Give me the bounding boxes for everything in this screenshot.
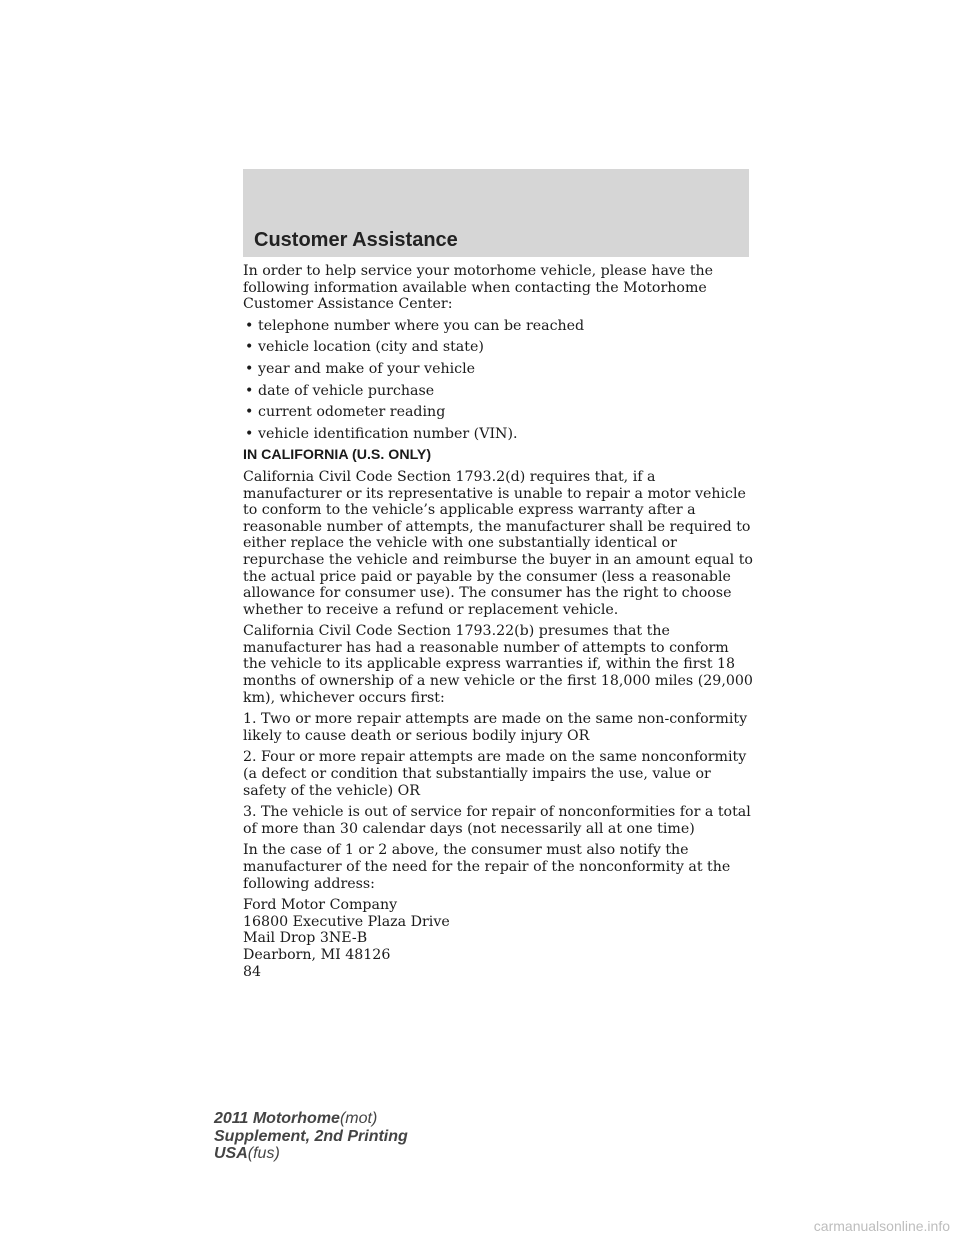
list-item: • year and make of your vehicle bbox=[245, 360, 476, 377]
paragraph: 2. Four or more repair attempts are made on the same nonconformity (a defect or condition that substantially impairs the use, value or safety of the vehicle) OR bbox=[243, 749, 747, 799]
paragraph: 3. The vehicle is out of service for repair of nonconformities for a total of more than 30 calendar days (not necessarily all at one time) bbox=[243, 804, 751, 837]
list-item: • date of vehicle purchase bbox=[245, 382, 435, 399]
list-item: • vehicle identification number (VIN). bbox=[245, 425, 518, 442]
footer-market-code: (fus) bbox=[247, 1145, 280, 1162]
footer-model-code: (mot) bbox=[339, 1110, 378, 1127]
watermark-text: carmanualsonline.info bbox=[813, 1218, 950, 1234]
mailing-address bbox=[243, 897, 753, 980]
paragraph: In the case of 1 or 2 above, the consumer must also notify the manufacturer of the need for the repair of the nonconformity at the following address: bbox=[243, 842, 731, 892]
address-line: Mail Drop 3NE-B bbox=[243, 930, 368, 947]
address-line: 16800 Executive Plaza Drive bbox=[243, 913, 450, 930]
bullet-icon: • bbox=[245, 404, 254, 421]
list-item: • telephone number where you can be reached bbox=[245, 317, 585, 334]
page-body bbox=[243, 263, 753, 980]
bullet-icon: • bbox=[245, 339, 254, 356]
paragraph: 1. Two or more repair attempts are made on the same non-conformity likely to cause death or serious bodily injury OR bbox=[243, 711, 748, 744]
print-footer bbox=[214, 1110, 408, 1163]
bullet-icon: • bbox=[245, 425, 254, 442]
footer-model: 2011 Motorhome bbox=[214, 1110, 340, 1127]
address-line: Ford Motor Company bbox=[243, 897, 398, 914]
paragraph: California Civil Code Section 1793.2(d) requires that, if a manufacturer or its representative is unable to repair a motor vehicle to conform to the vehicle’s applicable express warranty after a reasonable number of attempts, the manufacturer shall be required to either replace the vehicle with one substantially identical or repurchase the vehicle and reimburse the buyer in an amount equal to the actual price paid or payable by the consumer (less a reasonable allowance for consumer use). The consumer has the right to choose whether to receive a refund or replacement vehicle. bbox=[243, 468, 753, 618]
list-item: • vehicle location (city and state) bbox=[245, 339, 484, 356]
info-list bbox=[243, 318, 753, 443]
bullet-icon: • bbox=[245, 360, 254, 377]
intro-paragraph: In order to help service your motorhome vehicle, please have the following information available when contacting the Motorhome Customer Assistance Center: bbox=[243, 263, 714, 313]
section-title: Customer Assistance bbox=[254, 229, 458, 251]
bullet-icon: • bbox=[245, 382, 254, 399]
bullet-icon: • bbox=[245, 317, 254, 334]
footer-printing: Supplement, 2nd Printing bbox=[214, 1127, 408, 1145]
paragraph: California Civil Code Section 1793.22(b) presumes that the manufacturer has had a reasonable number of attempts to conform the vehicle to its applicable express warranties if, within the first 18 months of ownership of a new vehicle or the first 18,000 miles (29,000 km), whichever occurs first: bbox=[243, 623, 753, 706]
list-item: • current odometer reading bbox=[245, 404, 446, 421]
footer-market: USA bbox=[214, 1145, 248, 1162]
california-heading: IN CALIFORNIA (U.S. ONLY) bbox=[243, 447, 432, 464]
page-number: 84 bbox=[243, 963, 262, 980]
address-line: Dearborn, MI 48126 bbox=[243, 946, 391, 963]
